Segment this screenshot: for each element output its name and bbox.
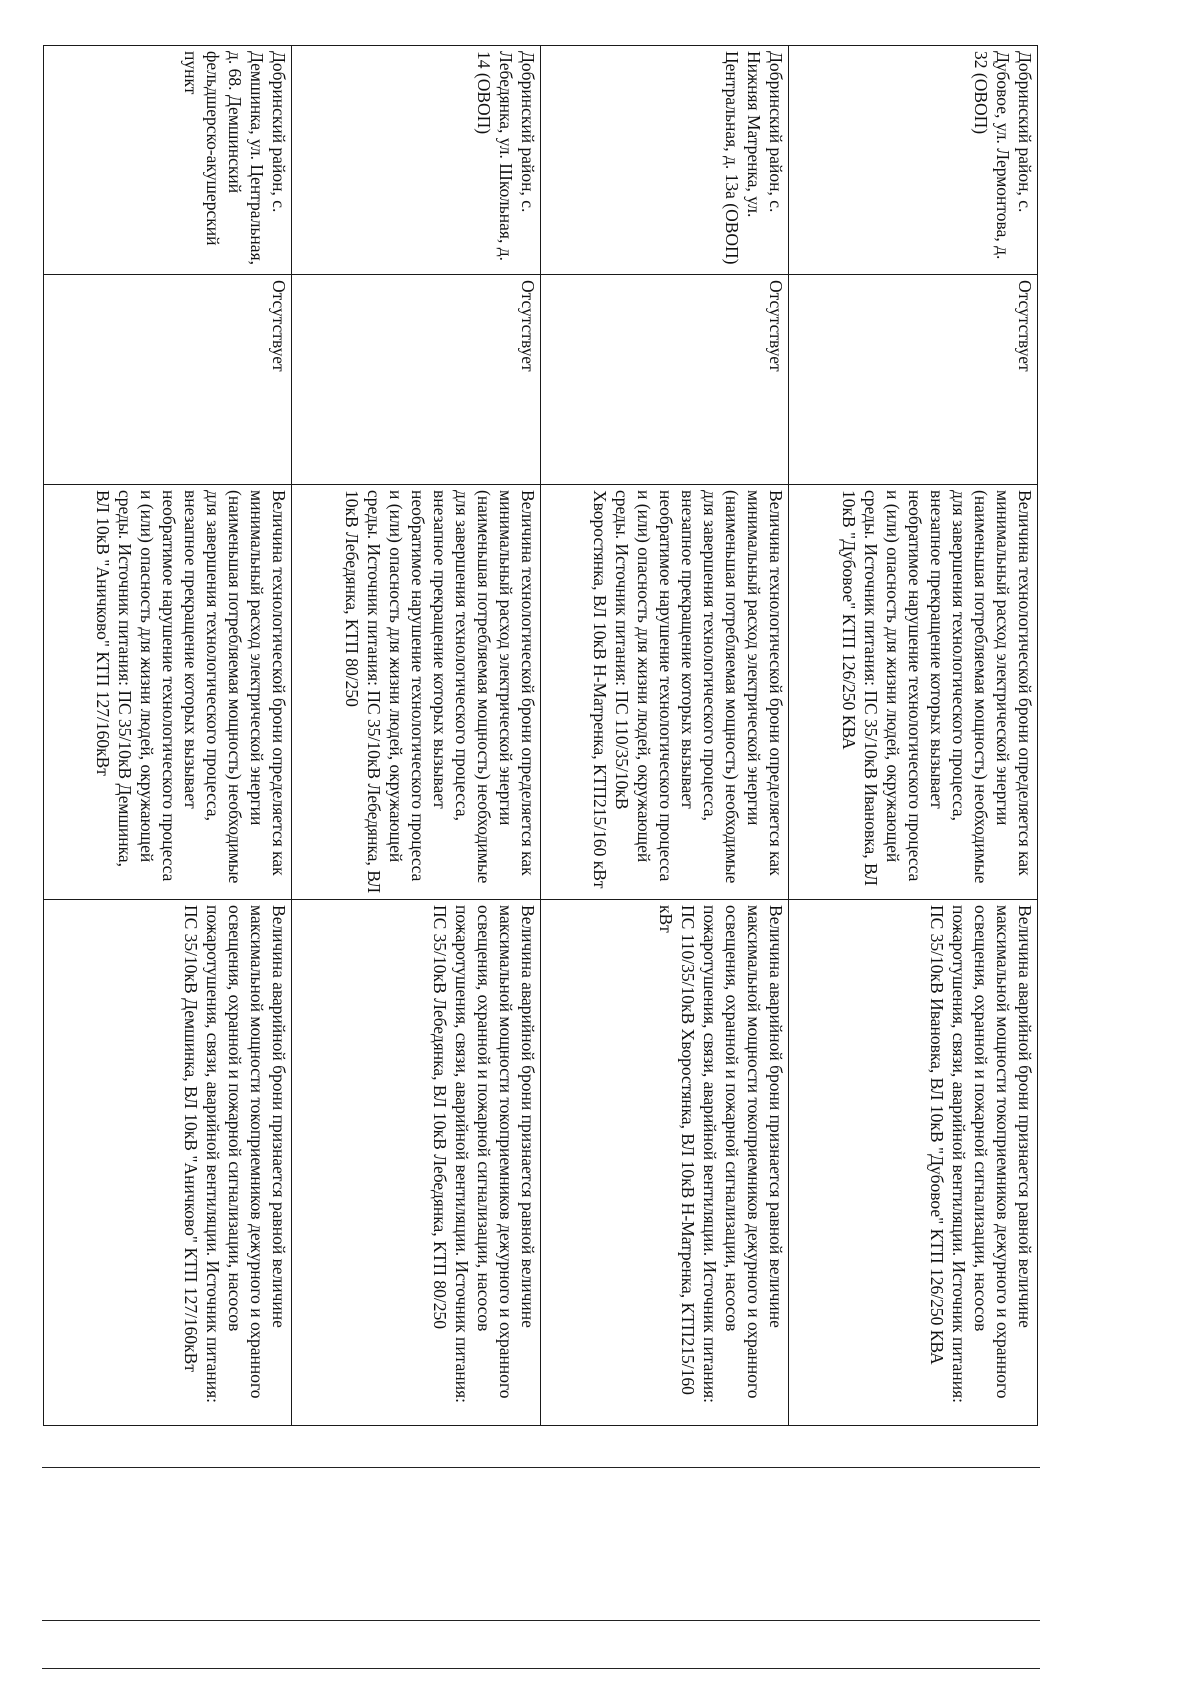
table-row [789,46,1038,1426]
emergency-reserve-cell: Величина аварийной брони признается равной величине максимальной мощности токоприемников дежурного и охранного освещения, охранной и пожарной сигнализации, насосов пожаротушения, связи, аварийной вентиляции. Источник питания: ПС 110/35/10кВ Хворостянка, ВЛ 10кВ Н-Матренка, КТП215/160 кВт [541,900,790,1426]
location-cell: Добринский район, с. Лебедянка, ул. Школьная, д. 14 (ОВОП) [292,46,541,275]
power-reserve-table [43,45,1038,1426]
horizontal-rule [42,1467,1040,1468]
emergency-reserve-cell: Величина аварийной брони признается равной величине максимальной мощности токоприемников дежурного и охранного освещения, охранной и пожарной сигнализации, насосов пожаротушения, связи, аварийной вентиляции. Источник питания: ПС 35/10кВ Лебедянка, ВЛ 10кВ Лебедянка, КТП 80/250 [292,900,541,1426]
emergency-reserve-cell: Величина аварийной брони признается равной величине максимальной мощности токоприемников дежурного и охранного освещения, охранной и пожарной сигнализации, насосов пожаротушения, связи, аварийной вентиляции. Источник питания: ПС 35/10кВ Ивановка, ВЛ 10кВ "Дубовое" КТП 126/250 КВА [789,900,1038,1426]
table-row [541,46,790,1426]
location-cell: Добринский район, с. Демшинка, ул. Центральная, д. 68. Демшинский фельдшерско-акушерский пункт [44,46,293,275]
table-row [44,46,293,1426]
location-cell: Добринский район, с. Дубовое, ул. Лермонтова, д. 32 (ОВОП) [789,46,1038,275]
tech-reserve-cell: Величина технологической брони определяется как минимальный расход электрической энергии (наименьшая потребляемая мощность) необходимые для завершения технологического процесса, внезапное прекращение которых вызывает необратимое нарушение технологического процесса и (или) опасность для жизни людей, окружающей среды. Источник питания: ПС 35/10кВ Демшинка, ВЛ 10кВ "Аничково" КТП 127/160кВт [44,485,293,900]
tech-reserve-cell: Величина технологической брони определяется как минимальный расход электрической энергии (наименьшая потребляемая мощность) необходимые для завершения технологического процесса, внезапное прекращение которых вызывает необратимое нарушение технологического процесса и (или) опасность для жизни людей, окружающей среды. Источник питания: ПС 110/35/10кВ Хворостянка, ВЛ 10кВ Н-Матренка, КТП215/160 кВт [541,485,790,900]
location-cell: Добринский район, с. Нижняя Матренка, ул. Центральная, д. 13а (ОВОП) [541,46,790,275]
emergency-reserve-cell: Величина аварийной брони признается равной величине максимальной мощности токоприемников дежурного и охранного освещения, охранной и пожарной сигнализации, насосов пожаротушения, связи, аварийной вентиляции. Источник питания: ПС 35/10кВ Демшинка, ВЛ 10кВ "Аничково" КТП 127/160кВт [44,900,293,1426]
rotated-table-container [43,45,1038,1425]
reserve-cell: Отсутствует [789,275,1038,485]
reserve-cell: Отсутствует [292,275,541,485]
horizontal-rule [42,1620,1040,1621]
table-row [292,46,541,1426]
tech-reserve-cell: Величина технологической брони определяется как минимальный расход электрической энергии (наименьшая потребляемая мощность) необходимые для завершения технологического процесса, внезапное прекращение которых вызывает необратимое нарушение технологического процесса и (или) опасность для жизни людей, окружающей среды. Источник питания: ПС 35/10кВ Лебедянка, ВЛ 10кВ Лебедянка, КТП 80/250 [292,485,541,900]
reserve-cell: Отсутствует [541,275,790,485]
tech-reserve-cell: Величина технологической брони определяется как минимальный расход электрической энергии (наименьшая потребляемая мощность) необходимые для завершения технологического процесса, внезапное прекращение которых вызывает необратимое нарушение технологического процесса и (или) опасность для жизни людей, окружающей среды. Источник питания: ПС 35/10кВ Ивановка, ВЛ 10кВ "Дубовое" КТП 126/250 КВА [789,485,1038,900]
reserve-cell: Отсутствует [44,275,293,485]
horizontal-rule [42,1668,1040,1669]
